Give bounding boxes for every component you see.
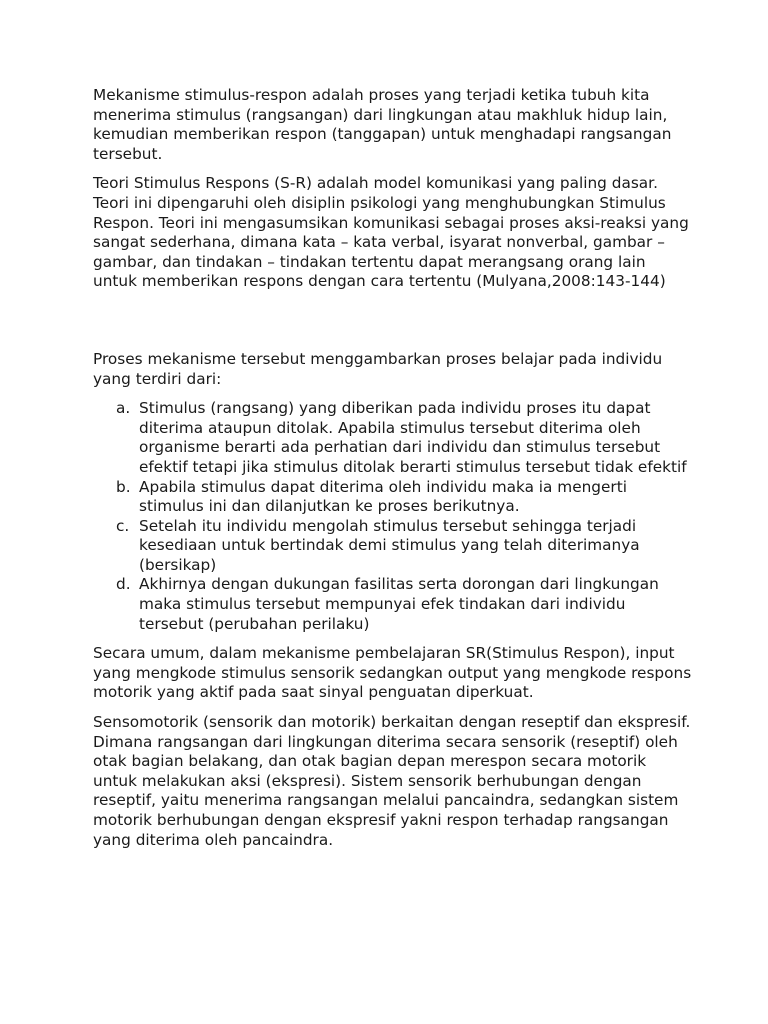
- list-marker: b.: [116, 477, 131, 496]
- paragraph-sr-theory: Teori Stimulus Respons (S-R) adalah model komunikasi yang paling dasar. Teori ini dipengaruhi oleh disiplin psikologi yang menghubungkan Stimulus Respon. Teori ini mengasumsikan komunikasi sebagai proses aksi-reaksi yang sangat sederhana, dimana kata – kata verbal, isyarat nonverbal, gambar – gambar, dan tindakan – tindakan tertentu dapat merangsang orang lain untuk memberikan respons dengan cara tertentu (Mulyana,2008:143-144): [93, 174, 699, 291]
- paragraph-sr-learning: Secara umum, dalam mekanisme pembelajaran SR(Stimulus Respon), input yang mengkode stimulus sensorik sedangkan output yang mengkode respons motorik yang aktif pada saat sinyal penguatan diperkuat.: [93, 644, 697, 702]
- list-item: [93, 517, 693, 576]
- list-item-text: Apabila stimulus dapat diterima oleh individu maka ia mengerti stimulus ini dan dilanjutkan ke proses berikutnya.: [139, 477, 627, 516]
- paragraph-list-intro: Proses mekanisme tersebut menggambarkan proses belajar pada individu yang terdiri dari:: [93, 349, 668, 388]
- list-item: [93, 399, 693, 477]
- process-list: [93, 399, 693, 634]
- list-item: [93, 478, 693, 517]
- document-page: [93, 86, 699, 860]
- list-marker: a.: [116, 399, 131, 418]
- list-item-text: Stimulus (rangsang) yang diberikan pada individu proses itu dapat diterima ataupun ditolak. Apabila stimulus tersebut diterima oleh organisme berarti ada perhatian dari individu dan stimulus tersebut efektif tetapi jika stimulus ditolak berarti stimulus tersebut tidak efektif: [139, 399, 687, 476]
- blank-space: [93, 302, 693, 350]
- list-marker: d.: [116, 575, 131, 594]
- paragraph-sensomotorik: Sensomotorik (sensorik dan motorik) berkaitan dengan reseptif dan ekspresif. Dimana rangsangan dari lingkungan diterima secara sensorik (reseptif) oleh otak bagian belakang, dan otak bagian depan merespon secara motorik untuk melakukan aksi (ekspresi). Sistem sensorik berhubungan dengan reseptif, yaitu menerima rangsangan melalui pancaindra, sedangkan sistem motorik berhubungan dengan ekspresif yakni respon terhadap rangsangan yang diterima oleh pancaindra.: [93, 713, 696, 849]
- list-marker: c.: [116, 516, 130, 535]
- list-item-text: Setelah itu individu mengolah stimulus tersebut sehingga terjadi kesediaan untuk bertindak demi stimulus yang telah diterimanya (bersikap): [139, 516, 640, 574]
- paragraph-stimulus-definition: Mekanisme stimulus-respon adalah proses yang terjadi ketika tubuh kita menerima stimulus (rangsangan) dari lingkungan atau makhluk hidup lain, kemudian memberikan respon (tanggapan) untuk menghadapi rangsangan tersebut.: [93, 86, 677, 163]
- list-item: [93, 575, 693, 634]
- list-item-text: Akhirnya dengan dukungan fasilitas serta dorongan dari lingkungan maka stimulus tersebut mempunyai efek tindakan dari individu tersebut (perubahan perilaku): [139, 575, 659, 633]
